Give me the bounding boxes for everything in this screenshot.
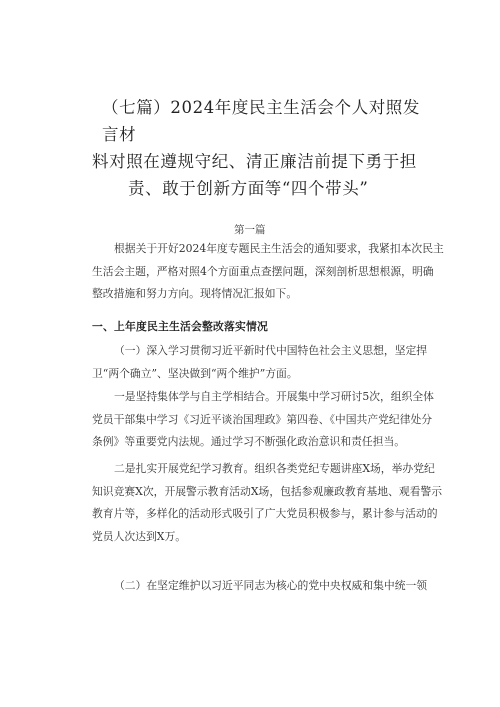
intro-paragraph <box>92 238 444 306</box>
heading-1: 一、上年度民主生活会整改落实情况 <box>92 320 268 333</box>
point-1-paragraph <box>92 386 434 454</box>
intro-line-2: 生活会主题，严格对照4个方面重点查摆问题，深刻剖析思想根源，明确 <box>92 264 434 278</box>
point-1-line-1: 一是坚持集体学与自主学相结合。开展集中学习研讨5次，组织全体 <box>114 390 434 403</box>
intro-line-3: 整改措施和努力方向。现将情况汇报如下。 <box>92 287 298 300</box>
point-2-line-1: 二是扎实开展党纪学习教育。组织各类党纪专题讲座X场，举办党纪 <box>114 462 435 475</box>
point-2-line-2: 知识竞赛X次，开展警示教育活动X场，包括参观廉政教育基地、观看警示 <box>92 484 443 498</box>
point-1-line-2: 党员干部集中学习《习近平谈治国理政》第四卷、《中国共产党纪律处分 <box>92 412 433 426</box>
item-2-line-1: （二）在坚定维护以习近平同志为核心的党中央权威和集中统一领 <box>114 579 428 592</box>
title-line-2: 料对照在遵规守纪、清正廉洁前提下勇于担 <box>92 152 417 171</box>
item-1-paragraph <box>92 340 429 385</box>
point-2-line-3: 教育片等，多样化的活动形式吸引了广大党员积极参与，累计参与活动的 <box>92 507 438 520</box>
item-1-line-1: （一）深入学习贯彻习近平新时代中国特色社会主义思想，坚定捍 <box>114 344 428 357</box>
section-label: 第一篇 <box>234 224 266 236</box>
item-2-paragraph <box>92 575 429 598</box>
title-line-1: （七篇）2024年度民主生活会个人对照发言材 <box>102 98 420 144</box>
item-1-line-2: 卫“两个确立”、坚决做到“两个维护”方面。 <box>92 366 298 380</box>
point-2-line-4: 党员人次达到X万。 <box>92 529 187 543</box>
document-title <box>92 94 432 202</box>
title-line-3: 责、敢于创新方面等“四个带头” <box>128 179 369 198</box>
intro-line-1: 根据关于开好2024年度专题民主生活会的通知要求，我紧扣本次民主 <box>114 242 444 255</box>
point-2-paragraph <box>92 458 443 548</box>
point-1-line-3: 条例》等重要党内法规。通过学习不断强化政治意识和责任担当。 <box>92 435 406 448</box>
